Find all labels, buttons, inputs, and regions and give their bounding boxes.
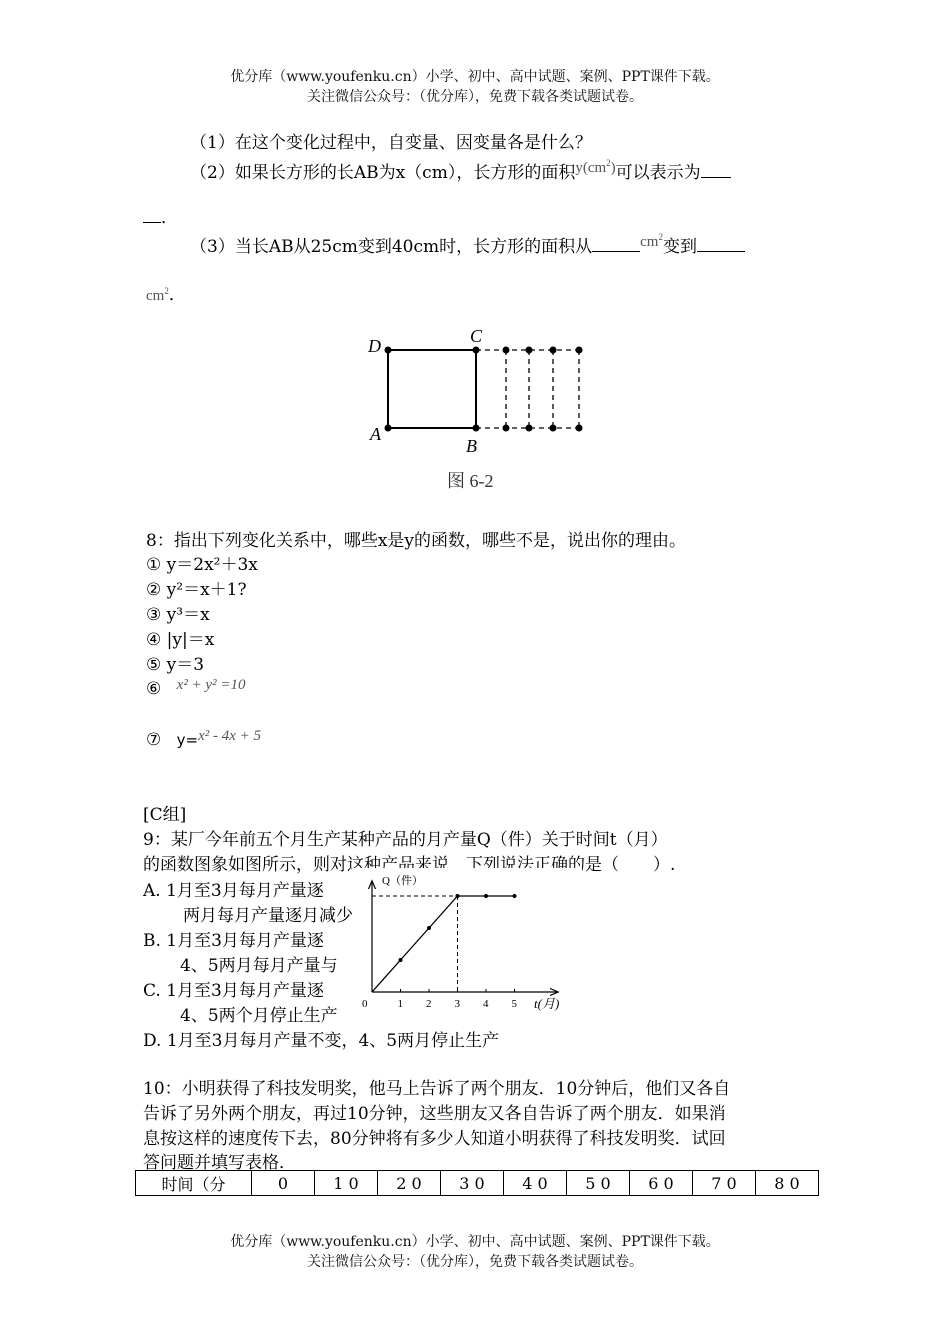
point	[526, 425, 533, 432]
label-B: B	[466, 436, 477, 456]
q7-part3-unit	[640, 234, 663, 250]
equation-quadratic: x² - 4x + 5	[198, 728, 262, 744]
footer-line-2: 关注微信公众号：（优分库），免费下载各类试题试卷。	[307, 1254, 643, 1270]
q10-line-1: 10：小明获得了科技发明奖，他马上告诉了两个朋友．10分钟后，他们又各自	[143, 1079, 731, 1099]
table-header-cell: 时间（分	[136, 1171, 252, 1196]
figure-6-2-rectangle-diagram	[360, 322, 600, 462]
point-C	[473, 347, 480, 354]
q10-line-4: 答问题并填写表格．	[143, 1153, 296, 1173]
q7-part2-unit	[575, 160, 615, 176]
unit-sup: 2	[164, 286, 169, 296]
q8-item-7	[146, 730, 261, 750]
footer-line-1: 优分库（www.youfenku.cn）小学、初中、高中试题、案例、PPT课件下载。	[230, 1234, 720, 1250]
unit-close: )	[610, 160, 616, 176]
q7-part3-text-b: 变到	[662, 237, 697, 257]
point	[550, 347, 557, 354]
period: ．	[168, 285, 186, 305]
label-D: D	[368, 336, 381, 356]
q8-item-4: ④ |y|＝x	[146, 630, 215, 650]
series-line	[372, 896, 515, 992]
period: ．	[161, 208, 178, 228]
x-tick-label: 1	[397, 998, 403, 1010]
table-row	[136, 1171, 819, 1196]
unit-y-cm: y(cm	[575, 160, 607, 176]
q9-option-b[interactable]: B. 1月至3月每月产量逐	[143, 931, 324, 951]
table-cell: 7 0	[693, 1171, 756, 1196]
point	[526, 347, 533, 354]
q9-option-d[interactable]: D. 1月至3月每月产量不变，4、5两月停止生产	[143, 1031, 500, 1051]
figure-caption: 图 6-2	[447, 471, 494, 491]
q10-line-3: 息按这样的速度传下去，80分钟将有多少人知道小明获得了科技发明奖．试回	[143, 1129, 726, 1149]
q8-item-5: ⑤ y＝3	[146, 655, 205, 675]
item-number: ⑦	[146, 730, 162, 750]
q9-option-c[interactable]: C. 1月至3月每月产量逐	[143, 981, 324, 1001]
unit-cm-end	[146, 288, 169, 304]
group-c-heading: [C组]	[143, 805, 187, 825]
x-tick-label: 3	[454, 998, 460, 1010]
equation-x2-y2: x² + y² =10	[176, 677, 246, 693]
q9-production-chart	[352, 868, 582, 1018]
table-cell: 2 0	[378, 1171, 441, 1196]
x-axis-label: t(月)	[534, 996, 560, 1011]
point-A	[385, 425, 392, 432]
table-cell: 3 0	[441, 1171, 504, 1196]
data-point	[513, 894, 517, 898]
point-B	[473, 425, 480, 432]
q7-part2	[190, 158, 731, 183]
q8-title: 8：指出下列变化关系中，哪些x是y的函数，哪些不是，说出你的理由。	[146, 531, 687, 551]
unit-sup: 2	[658, 232, 663, 242]
header-line-2: 关注微信公众号：（优分库），免费下载各类试题试卷。	[307, 89, 643, 105]
unit-cm: cm	[640, 234, 659, 250]
point	[503, 347, 510, 354]
q7-part2-end	[143, 203, 178, 228]
header-line-1: 优分库（www.youfenku.cn）小学、初中、高中试题、案例、PPT课件下载。	[230, 69, 720, 85]
q8-item-1: ① y＝2x²＋3x	[146, 555, 258, 575]
q7-part1: （1）在这个变化过程中，自变量、因变量各是什么？	[190, 133, 592, 153]
item-number: ⑥	[146, 679, 162, 699]
q9-line-2: 的函数图象如图所示，则对这种产品来说，下列说法正确的是（ ）.	[143, 855, 676, 875]
point-D	[385, 347, 392, 354]
q8-item-6	[146, 679, 245, 699]
data-point	[484, 894, 488, 898]
q7-part2-text: （2）如果长方形的长AB为x（cm），长方形的面积	[190, 163, 576, 183]
table-cell: 0	[252, 1171, 315, 1196]
answer-blank[interactable]	[701, 177, 731, 178]
q10-line-2: 告诉了另外两个朋友，再过10分钟，这些朋友又各自告诉了两个朋友．如果消	[143, 1104, 726, 1124]
table-cell: 4 0	[504, 1171, 567, 1196]
q7-part2-text-b: 可以表示为	[615, 163, 701, 183]
q7-part3-text: （3）当长AB从25cm变到40cm时，长方形的面积从	[190, 237, 593, 257]
x-tick-label: 2	[426, 998, 432, 1010]
time-table	[135, 1170, 819, 1196]
table-cell: 8 0	[756, 1171, 819, 1196]
label-A: A	[370, 424, 381, 444]
q9-option-b-cont: 4、5两月每月产量与	[180, 956, 338, 976]
x-tick-label: 0	[362, 998, 368, 1010]
point	[576, 347, 583, 354]
point	[503, 425, 510, 432]
q9-option-c-cont: 4、5两个月停止生产	[180, 1006, 338, 1026]
q8-item-2: ② y²＝x＋1?	[146, 580, 247, 600]
label-C: C	[470, 326, 483, 346]
q7-part3	[190, 232, 745, 257]
data-point	[427, 926, 431, 930]
point	[550, 425, 557, 432]
table-cell: 1 0	[315, 1171, 378, 1196]
x-tick-label: 4	[483, 998, 489, 1010]
unit-cm: cm	[146, 288, 165, 304]
data-point	[399, 958, 403, 962]
answer-blank-from[interactable]	[592, 251, 640, 252]
q9-option-a-cont: 两月每月产量逐月减少	[183, 906, 353, 926]
point	[576, 425, 583, 432]
unit-sup: 2	[606, 158, 611, 168]
y-axis-label: Q（件）	[382, 875, 423, 887]
table-cell: 6 0	[630, 1171, 693, 1196]
q9-line-1: 9：某厂今年前五个月生产某种产品的月产量Q（件）关于时间t（月）	[143, 830, 668, 850]
q8-item-3: ③ y³＝x	[146, 605, 210, 625]
q7-part3-end	[146, 280, 186, 305]
data-point	[456, 894, 460, 898]
table-cell: 5 0	[567, 1171, 630, 1196]
y-equals: y=	[176, 731, 199, 749]
answer-blank-cont[interactable]	[143, 222, 161, 223]
answer-blank-to[interactable]	[697, 251, 745, 252]
x-tick-label: 5	[511, 998, 517, 1010]
q9-option-a[interactable]: A. 1月至3月每月产量逐	[143, 881, 324, 901]
